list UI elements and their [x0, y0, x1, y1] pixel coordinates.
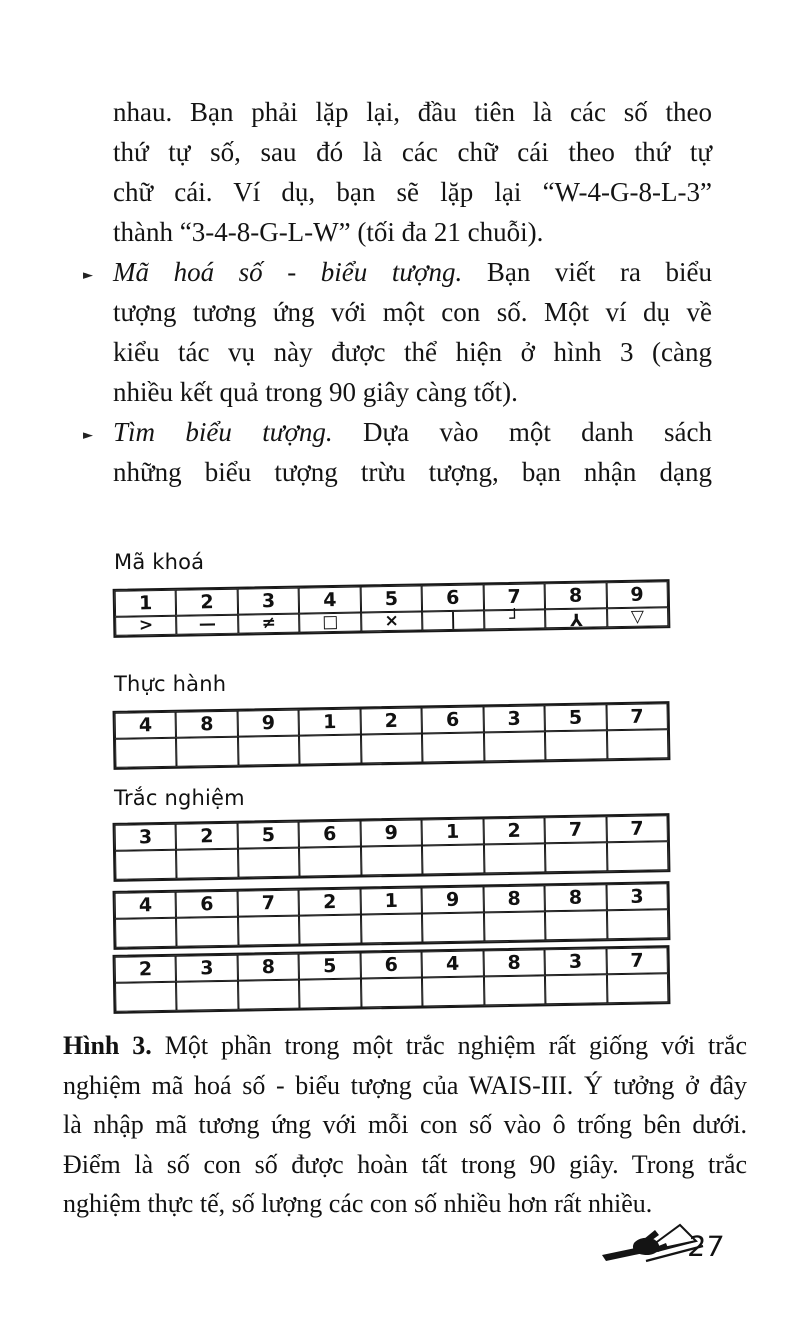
key-symbol-cell-glyph: × [384, 610, 400, 632]
digit-cell [299, 709, 361, 736]
answer-cell [484, 843, 546, 873]
bullet-text: Bạn viết ra biểu [462, 257, 712, 287]
text-line [113, 172, 712, 212]
answer-cell [238, 736, 300, 766]
key-number-cell [606, 581, 668, 608]
digit-cell [483, 949, 545, 976]
answer-cell [484, 911, 546, 941]
answer-cell [545, 910, 607, 940]
key-number-cell [115, 590, 177, 617]
answer-cell [238, 848, 300, 878]
digit-cell-glyph: 9 [445, 888, 460, 911]
digit-cell-glyph: 7 [568, 818, 583, 841]
digit-cell [360, 887, 422, 914]
text-line [113, 452, 712, 492]
page-number: 27 [686, 1229, 726, 1263]
caption-line [63, 1105, 747, 1145]
answer-cell [238, 916, 300, 946]
bullet-term: Tìm biểu tượng. [113, 417, 333, 447]
text-line-glyph: nhau. Bạn phải lặp lại, đầu tiên là các số theo [113, 97, 712, 127]
key-symbol-cell [607, 607, 669, 627]
digit-cell [299, 821, 361, 848]
text-line-glyph: tượng tương ứng với một con số. Một ví dụ về [113, 297, 712, 327]
key-number-cell [545, 582, 607, 609]
digit-cell [176, 711, 238, 738]
key-symbol-cell-glyph: □ [322, 611, 339, 633]
answer-cell [422, 976, 484, 1006]
bullet-triangle-icon: ► [83, 428, 93, 443]
key-number-cell [483, 583, 545, 610]
text-line [113, 132, 712, 172]
answer-cell [115, 982, 177, 1012]
bullet-item-symbol-search [83, 412, 713, 492]
text-line [113, 212, 712, 252]
text-line-glyph: thành “3-4-8-G-L-W” (tối đa 21 chuỗi). [113, 217, 544, 247]
text-line [113, 292, 712, 332]
key-symbol-cell-glyph: | [449, 609, 457, 630]
digit-cell [545, 948, 607, 975]
text-line-glyph: nhiều kết quả trong 90 giây càng tốt). [113, 377, 518, 407]
answer-cell [606, 729, 668, 759]
digit-cell-glyph: 9 [261, 711, 276, 734]
digit-cell [483, 705, 545, 732]
digit-cell-glyph: 8 [507, 951, 521, 974]
answer-cell [422, 912, 484, 942]
answer-cell [606, 909, 668, 939]
answer-cell [422, 844, 484, 874]
key-symbol-cell [422, 610, 484, 630]
test-table-label: Trắc nghiệm [114, 786, 245, 810]
answer-cell [238, 980, 300, 1010]
bullet-item-symbol-coding [83, 252, 712, 412]
key-symbol-cell-glyph: > [138, 615, 154, 636]
bullet-lines [113, 292, 712, 412]
bullet-lines [113, 452, 712, 492]
answer-cell [299, 847, 361, 877]
digit-cell-glyph: 4 [138, 713, 153, 736]
key-number-cell-glyph: 7 [507, 585, 521, 608]
key-number-cell-glyph: 3 [261, 589, 276, 612]
bullet-term: Mã hoá số - biểu tượng. [113, 257, 463, 287]
digit-cell [115, 712, 177, 739]
key-symbol-cell [238, 614, 300, 634]
text-line [113, 412, 712, 452]
text-line [113, 92, 712, 132]
digit-cell-glyph: 3 [568, 950, 583, 973]
digit-cell-glyph: 5 [261, 823, 276, 846]
digit-cell [237, 890, 299, 917]
digit-cell [606, 815, 668, 842]
key-number-cell-glyph: 4 [323, 588, 337, 611]
key-symbol-cell [177, 615, 239, 635]
answer-cell [115, 738, 177, 768]
digit-cell [422, 818, 484, 845]
digit-cell-glyph: 7 [261, 891, 276, 914]
key-symbol-cell-glyph: Y [569, 608, 583, 629]
digit-cell [545, 816, 607, 843]
key-number-cell-glyph: 6 [445, 586, 460, 609]
digit-cell-glyph: 3 [138, 825, 153, 848]
digit-cell-glyph: 1 [445, 820, 460, 843]
digit-cell-glyph: 5 [322, 954, 337, 977]
answer-cell [361, 733, 423, 763]
answer-cell [299, 979, 361, 1009]
key-table [113, 579, 671, 638]
digit-cell [299, 953, 361, 980]
text-line-glyph: thứ tự số, sau đó là các chữ cái theo thứ tự [113, 137, 712, 167]
digit-cell [606, 947, 668, 974]
digit-cell [176, 823, 238, 850]
key-symbol-cell-glyph: ▽ [630, 606, 645, 627]
answer-cell [176, 849, 238, 879]
caption-figure-label: Hình 3. [63, 1031, 152, 1060]
answer-cell [484, 975, 546, 1005]
answer-cell [299, 735, 361, 765]
digit-cell-glyph: 3 [507, 707, 521, 730]
caption-line [63, 1066, 747, 1106]
digit-cell-glyph: 1 [322, 710, 337, 733]
digit-cell [360, 819, 422, 846]
key-symbol-cell-glyph: ≠ [261, 613, 277, 634]
digit-cell [422, 950, 484, 977]
caption-line-glyph: là nhập mã tương ứng với mỗi con số vào ô trống bên dưới. [63, 1110, 747, 1139]
test-table-3 [113, 945, 671, 1014]
digit-cell [176, 955, 238, 982]
digit-cell [237, 954, 299, 981]
answer-cell [545, 974, 607, 1004]
bullet-text: Dựa vào một danh sách [332, 417, 713, 447]
digit-cell [115, 956, 177, 983]
key-symbol-cell-glyph: ┘ [509, 608, 520, 629]
answer-cell [115, 850, 177, 880]
key-table-label: Mã khoá [114, 550, 205, 574]
key-number-cell [360, 585, 422, 612]
answer-cell [422, 732, 484, 762]
answer-cell [545, 842, 607, 872]
answer-cell [176, 917, 238, 947]
digit-cell-glyph: 8 [507, 887, 521, 910]
intro-lines [113, 92, 712, 252]
test-table-1 [113, 813, 671, 882]
digit-cell [237, 822, 299, 849]
digit-cell [360, 951, 422, 978]
page-footer [600, 1216, 760, 1272]
digit-cell-glyph: 1 [384, 889, 399, 912]
digit-cell-glyph: 8 [200, 712, 214, 735]
answer-cell [361, 913, 423, 943]
bullet-triangle-icon: ► [83, 268, 93, 283]
key-number-cell [299, 587, 361, 614]
digit-cell-glyph: 7 [630, 817, 644, 840]
page-text [83, 92, 713, 492]
digit-cell [299, 889, 361, 916]
answer-cell [299, 915, 361, 945]
caption-line [63, 1145, 747, 1185]
digit-cell [115, 824, 177, 851]
digit-cell-glyph: 4 [445, 952, 460, 975]
digit-cell-glyph: 9 [384, 821, 399, 844]
text-line-glyph: những biểu tượng trừu tượng, bạn nhận dạng [113, 457, 712, 487]
digit-cell [545, 884, 607, 911]
caption-line-glyph: nghiệm mã hoá số - biểu tượng của WAIS-III. Ý tưởng ở đây [63, 1070, 747, 1100]
answer-cell [484, 731, 546, 761]
digit-cell [483, 885, 545, 912]
intro-paragraph [113, 92, 712, 252]
figure-3 [113, 548, 673, 1018]
digit-cell-glyph: 2 [138, 957, 153, 980]
key-symbol-cell [115, 616, 177, 636]
digit-cell [483, 817, 545, 844]
digit-cell-glyph: 2 [507, 819, 521, 842]
digit-cell [115, 892, 177, 919]
answer-cell [606, 841, 668, 871]
digit-cell-glyph: 4 [138, 893, 153, 916]
digit-cell [606, 703, 668, 730]
answer-cell [606, 973, 668, 1003]
text-line-glyph: kiểu tác vụ này được thể hiện ở hình 3 (càng [113, 337, 712, 367]
text-line [113, 252, 712, 292]
digit-cell-glyph: 2 [322, 890, 337, 913]
digit-cell [176, 891, 238, 918]
digit-cell-glyph: 2 [384, 709, 399, 732]
text-line-glyph: chữ cái. Ví dụ, bạn sẽ lặp lại “W-4-G-8-L-3” [113, 177, 712, 207]
key-symbol-cell [545, 608, 607, 628]
key-number-cell-glyph: 1 [138, 591, 153, 614]
digit-cell [422, 886, 484, 913]
key-symbol-cell [484, 609, 546, 629]
digit-cell [422, 706, 484, 733]
key-number-cell-glyph: 5 [384, 587, 399, 610]
answer-cell [176, 981, 238, 1011]
practice-table [113, 701, 671, 770]
key-symbol-cell [361, 611, 423, 631]
digit-cell-glyph: 8 [261, 955, 276, 978]
text-line [113, 372, 712, 412]
text-line [113, 332, 712, 372]
digit-cell-glyph: 8 [568, 886, 583, 909]
digit-cell [360, 707, 422, 734]
digit-cell-glyph: 3 [200, 956, 214, 979]
answer-cell [361, 845, 423, 875]
key-symbol-cell-glyph: — [198, 614, 217, 635]
digit-cell-glyph: 7 [630, 705, 644, 728]
test-table-2 [113, 881, 671, 950]
figure-caption [63, 1026, 747, 1224]
digit-cell-glyph: 6 [445, 708, 460, 731]
caption-line-glyph: nghiệm thực tế, số lượng các con số nhiều hơn rất nhiều. [63, 1189, 653, 1218]
key-number-cell-glyph: 9 [630, 583, 644, 606]
digit-cell-glyph: 6 [200, 892, 214, 915]
digit-cell-glyph: 2 [200, 824, 214, 847]
key-number-cell [238, 588, 300, 615]
caption-line [63, 1026, 747, 1066]
practice-table-label: Thực hành [114, 672, 227, 696]
digit-cell-glyph: 6 [384, 953, 399, 976]
caption-line-glyph: Điểm là số con số được hoàn tất trong 90 giây. Trong trắc [63, 1149, 747, 1179]
key-number-cell-glyph: 2 [200, 590, 214, 613]
answer-cell [361, 977, 423, 1007]
caption-lines [63, 1066, 747, 1224]
key-symbol-cell [299, 613, 361, 633]
digit-cell [545, 704, 607, 731]
caption-text: Một phần trong một trắc nghiệm rất giống với trắc [151, 1031, 747, 1060]
answer-cell [545, 730, 607, 760]
digit-cell-glyph: 5 [568, 706, 583, 729]
key-number-cell [176, 589, 238, 616]
digit-cell [237, 710, 299, 737]
key-number-cell-glyph: 8 [568, 584, 583, 607]
key-number-cell [422, 584, 484, 611]
answer-cell [115, 918, 177, 948]
digit-cell-glyph: 3 [630, 885, 644, 908]
digit-cell-glyph: 7 [630, 949, 644, 972]
digit-cell [606, 883, 668, 910]
digit-cell-glyph: 6 [322, 822, 337, 845]
answer-cell [176, 737, 238, 767]
